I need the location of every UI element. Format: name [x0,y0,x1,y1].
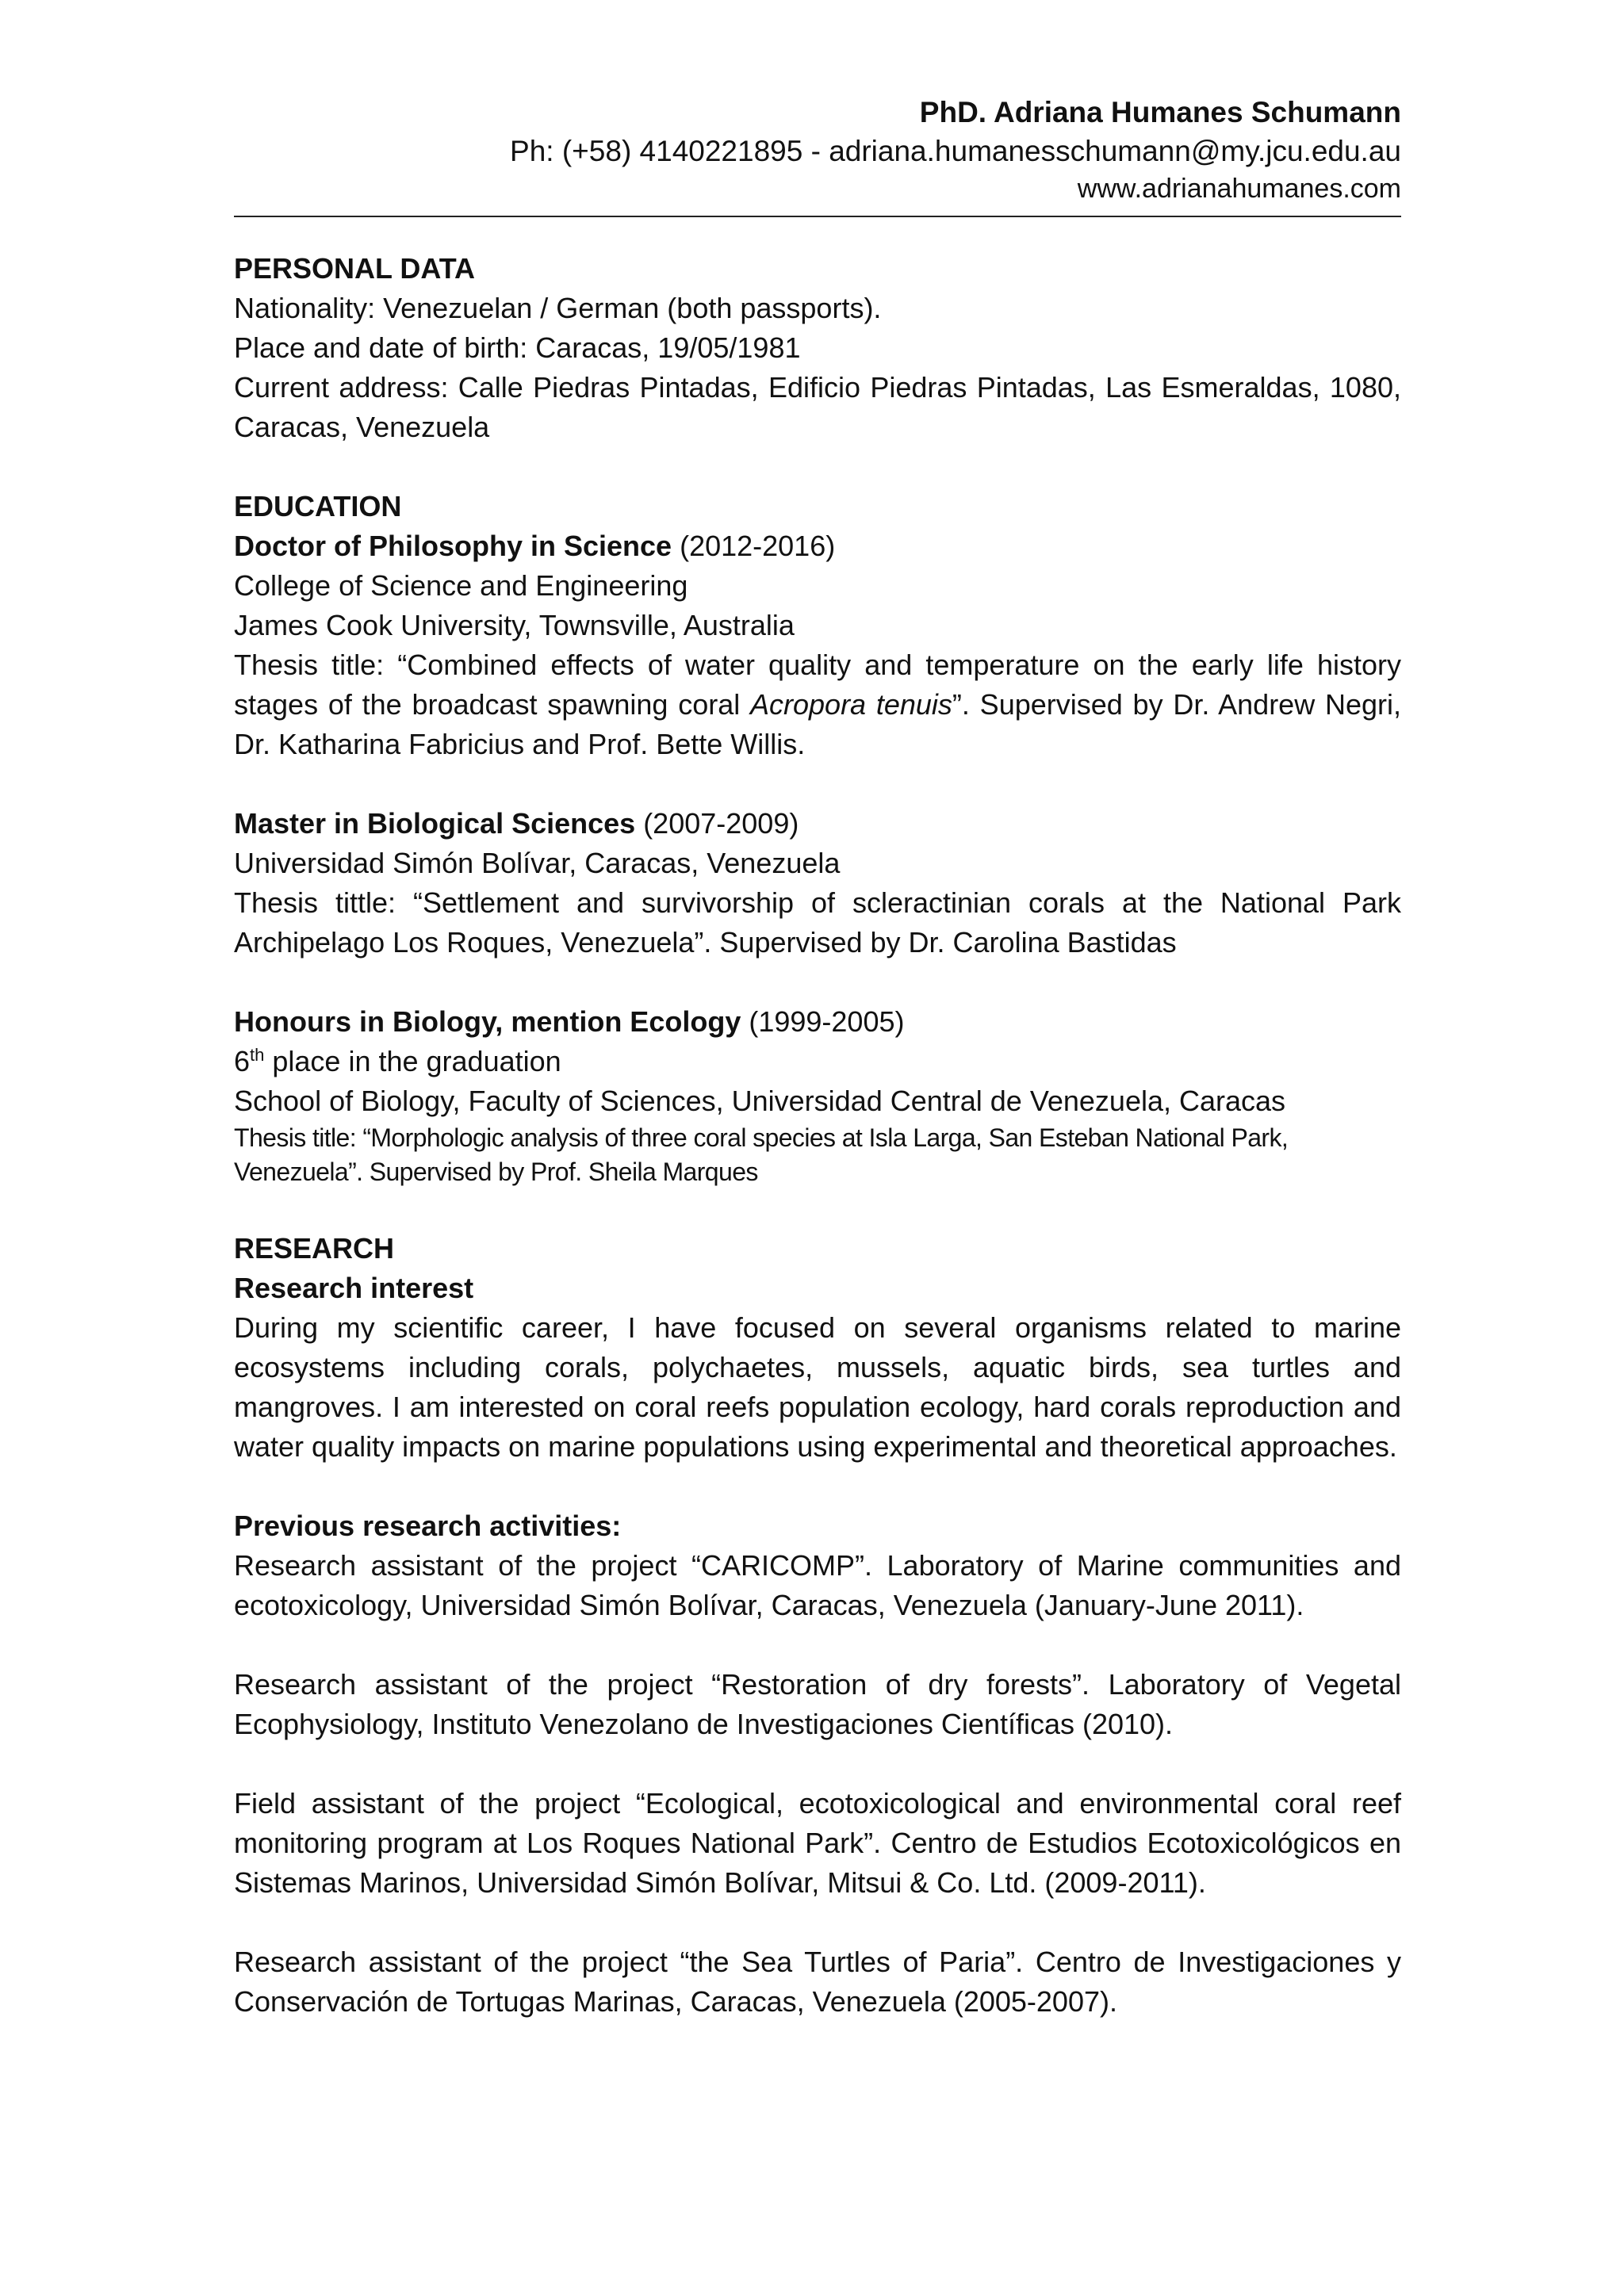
education-section [234,487,1401,1189]
thesis-title: Thesis title: “Morphologic analysis of three coral species at Isla Larga, San Esteban National Park, Venezuela”. Supervised by Prof. Sheila Marques [234,1123,1289,1186]
research-activity: Research assistant of the project “CARICOMP”. Laboratory of Marine communities and ecotoxicology, Universidad Simón Bolívar, Caracas, Venezuela (January-June 2011). [234,1549,1401,1621]
research-section [234,1229,1401,2022]
degree-name: Master in Biological Sciences [234,807,636,840]
university: James Cook University, Townsville, Australia [234,609,795,641]
research-activity: Field assistant of the project “Ecological, ecotoxicological and environmental coral reef monitoring program at Los Roques National Park”. Centro de Estudios Ecotoxicológicos en Sistemas Marinos, Universidad Simón Bolívar, Mitsui & Co. Ltd. (2009-2011). [234,1787,1401,1899]
research-activity: Research assistant of the project “Restoration of dry forests”. Laboratory of Vegetal Ecophysiology, Instituto Venezolano de Investigaciones Científicas (2010). [234,1668,1401,1740]
school: School of Biology, Faculty of Sciences, Universidad Central de Venezuela, Caracas [234,1085,1286,1117]
contact-line: Ph: (+58) 4140221895 - adriana.humanesschumann@my.jcu.edu.au [510,135,1401,167]
degree-years: (1999-2005) [741,1005,905,1038]
research-activity: Research assistant of the project “the Sea Turtles of Paria”. Centro de Investigaciones y Conservación de Tortugas Marinas, Caracas, Venezuela (2005-2007). [234,1946,1401,2018]
website: www.adrianahumanes.com [1077,174,1401,204]
species-name: Acropora tenuis [750,688,952,721]
section-title-research: RESEARCH [234,1232,395,1265]
graduation-place: 6th place in the graduation [234,1045,561,1077]
university: Universidad Simón Bolívar, Caracas, Venezuela [234,847,841,879]
thesis-title: Thesis title: “Combined effects of water quality and temperature on the early life history stages of the broadcast spawning coral Acropora tenuis”. Supervised by Dr. Andrew Negri, Dr. Katharina Fabricius and Prof. Bette Willis. [234,649,1402,760]
current-address: Current address: Calle Piedras Pintadas, Edificio Piedras Pintadas, Las Esmeraldas, 1080, Caracas, Venezuela [234,371,1401,443]
author-name: PhD. Adriana Humanes Schumann [919,96,1401,128]
nationality: Nationality: Venezuelan / German (both passports). [234,292,882,324]
degree-years: (2007-2009) [635,807,799,840]
college: College of Science and Engineering [234,569,688,602]
degree-name: Honours in Biology, mention Ecology [234,1005,741,1038]
previous-research-title: Previous research activities: [234,1510,622,1542]
degree-years: (2012-2016) [672,530,836,562]
personal-data-section [234,249,1401,447]
education-entry-master [234,804,1401,962]
cv-content [234,94,1401,2022]
thesis-title: Thesis tittle: “Settlement and survivorship of scleractinian corals at the National Park Archipelago Los Roques, Venezuela”. Supervised by Dr. Carolina Bastidas [234,886,1401,959]
degree-name: Doctor of Philosophy in Science [234,530,672,562]
degree-heading [234,1002,1401,1042]
research-interest-text: During my scientific career, I have focused on several organisms related to marine ecosystems including corals, polychaetes, mussels, aquatic birds, sea turtles and mangroves. I am interested on coral reefs population ecology, hard corals reproduction and water quality impacts on marine populations using experimental and theoretical approaches. [234,1311,1401,1463]
birth-info: Place and date of birth: Caracas, 19/05/1981 [234,331,801,364]
section-title-personal: PERSONAL DATA [234,252,476,285]
education-entry-honours [234,1002,1401,1189]
education-entry-phd [234,526,1401,764]
research-interest-title: Research interest [234,1272,474,1304]
degree-heading [234,526,1401,566]
degree-heading [234,804,1401,844]
section-title-education: EDUCATION [234,490,402,522]
cv-header [234,94,1401,206]
